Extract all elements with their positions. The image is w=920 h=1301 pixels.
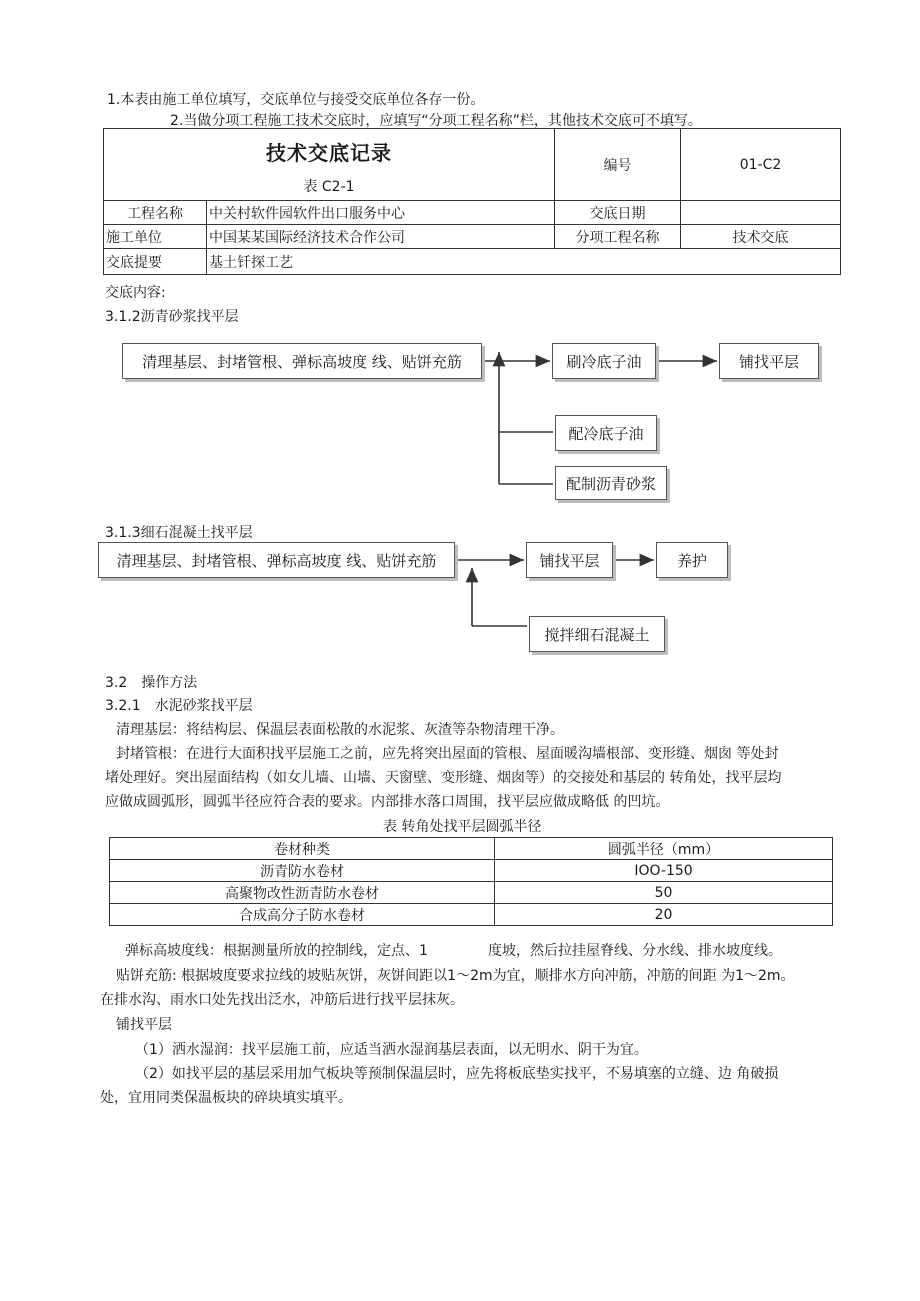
summary-label: 交底提要 [104,249,207,275]
contractor-label: 施工单位 [104,225,207,249]
form-number: 表 C2-1 [303,179,355,195]
para-slope-line-b: 度坡，然后拉挂屋脊线、分水线、排水坡度线。 [488,943,782,959]
section-32-title: 3.2 操作方法 [105,675,198,691]
radius-table-caption: 表 转角处找平层圆弧半径 [383,819,542,835]
section-312-title: 3.1.2沥青砂浆找平层 [105,309,239,325]
para-seal-pipes-2: 堵处理好。突出屋面结构（如女儿墙、山墙、天窗壁、变形缝、烟囱等）的交接处和基层的 转角处，找平层均 [105,770,782,786]
table-cell: 20 [495,904,833,926]
para-cakes-2: 在排水沟、雨水口处先找出泛水，冲筋后进行找平层抹灰。 [100,992,464,1008]
para-lay-level: 铺找平层 [116,1017,172,1033]
table-cell: 高聚物改性沥青防水卷材 [110,882,495,904]
section-313-title: 3.1.3细石混凝土找平层 [105,525,253,541]
table-cell: 沥青防水卷材 [110,860,495,882]
table-cell: IOO-150 [495,860,833,882]
content-label: 交底内容: [105,285,166,301]
subitem-label: 分项工程名称 [555,225,681,249]
flow312-brush-box: 刷冷底子油 [552,343,656,379]
subitem-value: 技术交底 [681,225,841,249]
para-slope-line-a: 弹标高坡度线：根据测量所放的控制线，定点、1 [125,943,428,959]
para-seal-pipes-3: 应做成圆弧形，圆弧半径应符合表的要求。内部排水落口周围，找平层应做成略低 的凹坑。 [105,794,670,810]
para-precast-2: 处，宜用同类保温板块的碎块填实填平。 [100,1090,352,1106]
table-cell: 合成高分子防水卷材 [110,904,495,926]
project-name-label: 工程名称 [104,201,207,225]
project-name-value: 中关村软件园软件出口服务中心 [207,201,555,225]
code-value: 01-C2 [681,129,841,201]
para-wet-base: （1）洒水湿润：找平层施工前，应适当洒水湿润基层表面，以无明水、阴干为宜。 [135,1042,648,1058]
table-header: 卷材种类 [110,838,495,860]
flow313-cure-box: 养护 [656,542,728,578]
contractor-value: 中国某某国际经济技术合作公司 [207,225,555,249]
record-title: 技术交底记录 [266,141,392,165]
table-cell: 50 [495,882,833,904]
table-row [110,904,833,926]
note-1: 1.本表由施工单位填写，交底单位与接受交底单位各存一份。 [107,92,485,108]
flow313-level-box: 铺找平层 [526,542,613,578]
flow313-main-box: 清理基层、封堵管根、弹标高坡度 线、贴饼充筋 [98,542,455,578]
para-precast-1: （2）如找平层的基层采用加气板块等预制保温层时，应先将板底垫实找平，不易填塞的立缝、边 角破损 [135,1066,779,1082]
flow312-mix-oil-box: 配冷底子油 [555,415,657,451]
table-header-row [110,838,833,860]
note-2: 2.当做分项工程施工技术交底时，应填写“分项工程名称”栏，其他技术交底可不填写。 [170,113,702,129]
table-row [110,882,833,904]
flow312-level-box: 铺找平层 [719,343,819,379]
para-clean-base: 清理基层：将结构层、保温层表面松散的水泥浆、灰渣等杂物清理干净。 [116,722,564,738]
flow312-main-box: 清理基层、封堵管根、弹标高坡度 线、贴饼充筋 [122,343,482,379]
table-row [110,860,833,882]
radius-table [109,837,833,926]
code-label: 编号 [555,129,681,201]
flow312-mix-mortar-box: 配制沥青砂浆 [555,466,667,500]
flow313-mix-box: 搅拌细石混凝土 [529,616,665,652]
para-seal-pipes-1: 封堵管根：在进行大面积找平层施工之前，应先将突出屋面的管根、屋面暖沟墙根部、变形缝、烟囱 等处封 [116,746,779,762]
section-321-title: 3.2.1 水泥砂浆找平层 [105,698,253,714]
date-label: 交底日期 [555,201,681,225]
summary-value: 基土钎探工艺 [207,249,841,275]
table-header: 圆弧半径（mm） [495,838,833,860]
para-cakes-1: 贴饼充筋: 根据坡度要求拉线的坡贴灰饼，灰饼间距以1～2m为宜，顺排水方向冲筋，冲筋的间距 为1～2m。 [116,968,795,984]
